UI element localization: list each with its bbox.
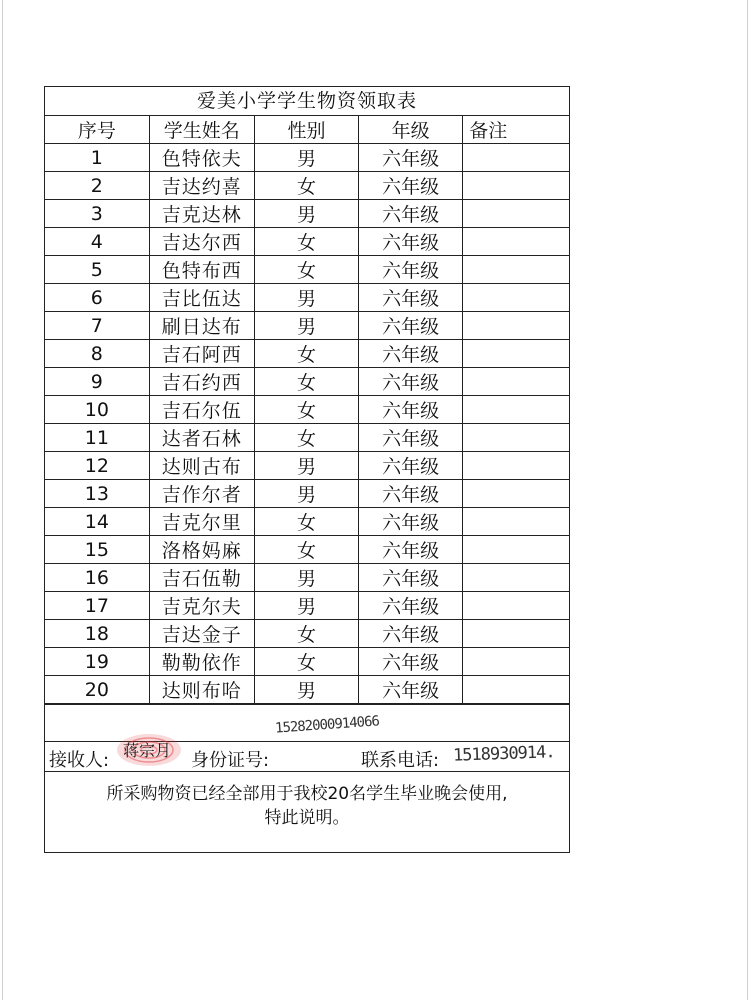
cell-remark <box>463 368 569 396</box>
cell-gender: 女 <box>254 620 358 648</box>
cell-remark <box>463 676 569 704</box>
cell-name: 吉作尔者 <box>149 480 254 508</box>
cell-name: 吉石尔伍 <box>149 396 254 424</box>
scan-edge-right <box>747 0 748 1000</box>
table-row <box>45 228 569 256</box>
table-row <box>45 396 569 424</box>
table-row <box>45 368 569 396</box>
cell-gender: 男 <box>254 200 358 228</box>
header-remark: 备注 <box>463 116 569 144</box>
cell-name: 吉比伍达 <box>149 284 254 312</box>
cell-no: 4 <box>45 228 149 256</box>
table-row <box>45 508 569 536</box>
table-row <box>45 312 569 340</box>
cell-grade: 六年级 <box>359 200 463 228</box>
table-row <box>45 536 569 564</box>
id-number-handwritten: 15282000914066 <box>274 713 380 737</box>
cell-grade: 六年级 <box>359 312 463 340</box>
cell-name: 勒勒依作 <box>149 648 254 676</box>
header-name: 学生姓名 <box>149 116 254 144</box>
cell-grade: 六年级 <box>359 564 463 592</box>
cell-grade: 六年级 <box>359 592 463 620</box>
cell-no: 14 <box>45 508 149 536</box>
header-no: 序号 <box>45 116 149 144</box>
header-gender: 性别 <box>254 116 358 144</box>
cell-no: 3 <box>45 200 149 228</box>
cell-remark <box>463 592 569 620</box>
cell-name: 洛格妈麻 <box>149 536 254 564</box>
cell-grade: 六年级 <box>359 536 463 564</box>
table-row <box>45 480 569 508</box>
cell-name: 达者石林 <box>149 424 254 452</box>
cell-remark <box>463 396 569 424</box>
table-row <box>45 256 569 284</box>
cell-gender: 女 <box>254 256 358 284</box>
cell-remark <box>463 340 569 368</box>
cell-remark <box>463 228 569 256</box>
cell-gender: 男 <box>254 284 358 312</box>
scan-edge-left <box>2 0 3 1000</box>
table-row <box>45 340 569 368</box>
cell-remark <box>463 284 569 312</box>
cell-remark <box>463 480 569 508</box>
signature-row <box>45 742 569 772</box>
cell-no: 10 <box>45 396 149 424</box>
cell-gender: 男 <box>254 564 358 592</box>
cell-gender: 女 <box>254 508 358 536</box>
cell-grade: 六年级 <box>359 508 463 536</box>
cell-gender: 女 <box>254 396 358 424</box>
cell-no: 19 <box>45 648 149 676</box>
cell-gender: 男 <box>254 312 358 340</box>
cell-no: 9 <box>45 368 149 396</box>
cell-name: 吉克尔夫 <box>149 592 254 620</box>
cell-no: 2 <box>45 172 149 200</box>
cell-name: 吉石约西 <box>149 368 254 396</box>
note-line-1: 所采购物资已经全部用于我校20名学生毕业晚会使用, <box>106 784 508 804</box>
cell-grade: 六年级 <box>359 368 463 396</box>
cell-no: 6 <box>45 284 149 312</box>
cell-remark <box>463 648 569 676</box>
table-row <box>45 172 569 200</box>
table-row <box>45 144 569 172</box>
table-row <box>45 592 569 620</box>
cell-grade: 六年级 <box>359 676 463 704</box>
cell-no: 16 <box>45 564 149 592</box>
table-row <box>45 564 569 592</box>
receiver-label: 接收人: <box>49 750 110 771</box>
cell-no: 8 <box>45 340 149 368</box>
cell-grade: 六年级 <box>359 228 463 256</box>
cell-remark <box>463 508 569 536</box>
cell-remark <box>463 424 569 452</box>
id-label: 身份证号: <box>191 750 270 771</box>
table-row <box>45 424 569 452</box>
cell-gender: 女 <box>254 340 358 368</box>
cell-gender: 男 <box>254 452 358 480</box>
cell-name: 吉克达林 <box>149 200 254 228</box>
cell-no: 1 <box>45 144 149 172</box>
cell-no: 7 <box>45 312 149 340</box>
cell-name: 吉克尔里 <box>149 508 254 536</box>
cell-no: 20 <box>45 676 149 704</box>
cell-grade: 六年级 <box>359 284 463 312</box>
phone-handwritten: 1518930914. <box>452 742 555 766</box>
cell-no: 12 <box>45 452 149 480</box>
cell-remark <box>463 564 569 592</box>
cell-gender: 女 <box>254 228 358 256</box>
cell-remark <box>463 144 569 172</box>
cell-no: 18 <box>45 620 149 648</box>
table-row <box>45 676 569 704</box>
cell-gender: 女 <box>254 648 358 676</box>
cell-gender: 女 <box>254 424 358 452</box>
red-fingerprint-stamp <box>113 728 187 768</box>
cell-remark <box>463 312 569 340</box>
cell-grade: 六年级 <box>359 480 463 508</box>
cell-name: 刷日达布 <box>149 312 254 340</box>
cell-remark <box>463 536 569 564</box>
cell-name: 色特依夫 <box>149 144 254 172</box>
statement-note <box>45 772 569 852</box>
cell-gender: 女 <box>254 172 358 200</box>
cell-remark <box>463 172 569 200</box>
cell-name: 吉达尔西 <box>149 228 254 256</box>
receiver-handwritten: 蒋宗月 <box>123 741 172 760</box>
cell-no: 5 <box>45 256 149 284</box>
cell-remark <box>463 620 569 648</box>
cell-no: 17 <box>45 592 149 620</box>
cell-gender: 男 <box>254 676 358 704</box>
header-row <box>45 116 569 144</box>
cell-name: 吉石阿西 <box>149 340 254 368</box>
cell-remark <box>463 452 569 480</box>
cell-remark <box>463 256 569 284</box>
cell-grade: 六年级 <box>359 340 463 368</box>
cell-name: 达则古布 <box>149 452 254 480</box>
cell-grade: 六年级 <box>359 452 463 480</box>
phone-label: 联系电话: <box>361 750 440 771</box>
header-grade: 年级 <box>359 116 463 144</box>
cell-name: 吉达约喜 <box>149 172 254 200</box>
cell-name: 吉石伍勒 <box>149 564 254 592</box>
table-row <box>45 620 569 648</box>
table-row <box>45 452 569 480</box>
cell-remark <box>463 200 569 228</box>
cell-gender: 男 <box>254 480 358 508</box>
cell-name: 色特布西 <box>149 256 254 284</box>
form-sheet <box>44 86 570 853</box>
cell-gender: 女 <box>254 536 358 564</box>
student-table <box>45 116 569 704</box>
cell-name: 达则布哈 <box>149 676 254 704</box>
cell-grade: 六年级 <box>359 144 463 172</box>
table-row <box>45 648 569 676</box>
note-line-2: 特此说明。 <box>264 808 350 828</box>
form-title: 爱美小学学生物资领取表 <box>45 87 569 116</box>
cell-gender: 男 <box>254 592 358 620</box>
cell-grade: 六年级 <box>359 396 463 424</box>
cell-gender: 女 <box>254 368 358 396</box>
table-row <box>45 284 569 312</box>
cell-grade: 六年级 <box>359 172 463 200</box>
cell-name: 吉达金子 <box>149 620 254 648</box>
cell-grade: 六年级 <box>359 620 463 648</box>
cell-gender: 男 <box>254 144 358 172</box>
cell-grade: 六年级 <box>359 424 463 452</box>
cell-grade: 六年级 <box>359 256 463 284</box>
table-row <box>45 200 569 228</box>
cell-grade: 六年级 <box>359 648 463 676</box>
cell-no: 13 <box>45 480 149 508</box>
cell-no: 11 <box>45 424 149 452</box>
cell-no: 15 <box>45 536 149 564</box>
